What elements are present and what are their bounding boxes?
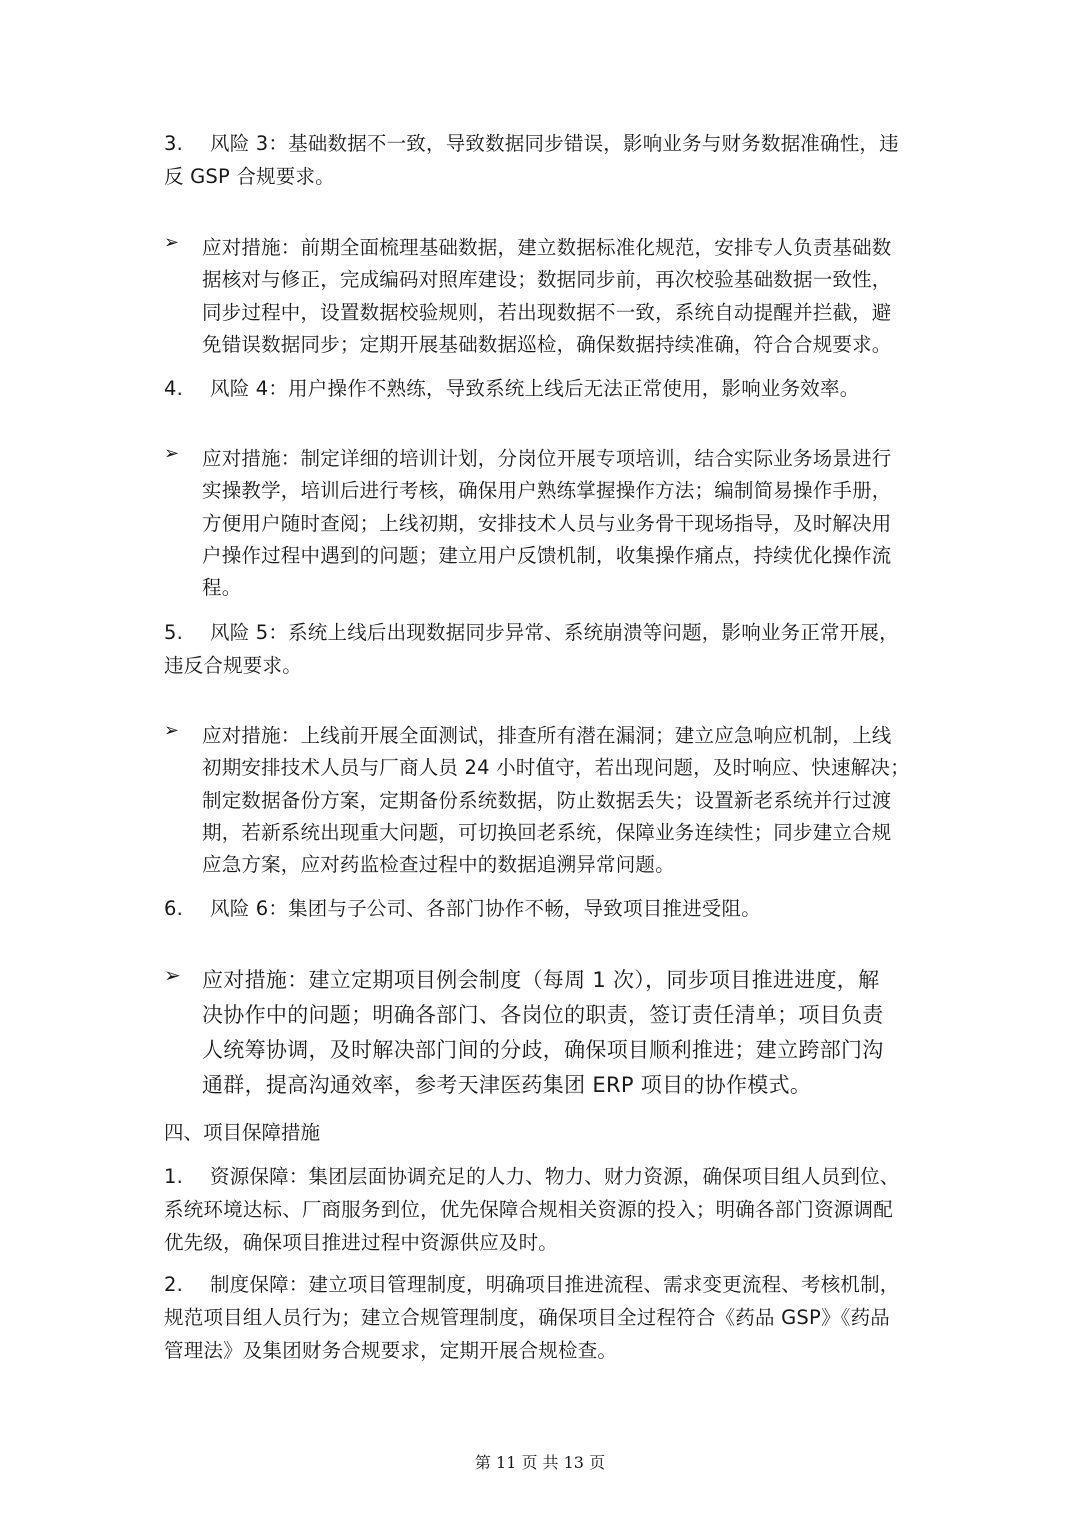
measure-line: 免错误数据同步；定期开展基础数据巡检，确保数据持续准确，符合合规要求。: [202, 332, 892, 356]
measure-line: 据核对与修正，完成编码对照库建设；数据同步前，再次校验基础数据一致性，: [202, 268, 892, 292]
measure-item-6: [164, 963, 909, 1103]
risk-line: 4. 风险 4：用户操作不熟练，导致系统上线后无法正常使用，影响业务效率。: [164, 372, 909, 405]
item-number: 1.: [164, 1165, 184, 1188]
measure-line: 决协作中的问题；明确各部门、各岗位的职责，签订责任清单；项目负责: [202, 1003, 884, 1027]
measure-item-3: [164, 232, 909, 361]
page-footer: 第 11 页 共 13 页: [474, 1453, 606, 1472]
item-number: 3.: [164, 132, 184, 155]
measure-line: 同步过程中，设置数据校验规则，若出现数据不一致，系统自动提醒并拦截，避: [202, 300, 892, 324]
guarantee-item-2: [164, 1268, 909, 1367]
arrow-bullet-icon: ➢: [164, 443, 180, 464]
item-number: 4.: [164, 377, 184, 400]
measure-item-5: [164, 720, 909, 881]
arrow-bullet-icon: ➢: [164, 963, 181, 987]
measure-line: 制定数据备份方案，定期备份系统数据，防止数据丢失；设置新老系统并行过渡: [202, 788, 892, 812]
measure-line: 应对措施：前期全面梳理基础数据，建立数据标准化规范，安排专人负责基础数: [202, 236, 892, 259]
section-heading: 四、项目保障措施: [164, 1121, 321, 1144]
risk-line: 3. 风险 3：基础数据不一致，导致数据同步错误，影响业务与财务数据准确性，违: [164, 127, 909, 160]
arrow-bullet-icon: ➢: [164, 232, 180, 253]
measure-line: 应对措施：上线前开展全面测试，排查所有潜在漏洞；建立应急响应机制，上线: [202, 724, 892, 747]
guarantee-line: 2. 制度保障：建立项目管理制度，明确项目推进流程、需求变更流程、考核机制，: [164, 1268, 909, 1301]
item-number: 5.: [164, 621, 184, 644]
risk-item-6: [164, 892, 909, 925]
risk-line: 6. 风险 6：集团与子公司、各部门协作不畅，导致项目推进受阻。: [164, 892, 909, 925]
measure-line: 初期安排技术人员与厂商人员 24 小时值守，若出现问题，及时响应、快速解决；: [202, 756, 910, 780]
measure-item-4: [164, 443, 909, 604]
guarantee-line: 1. 资源保障：集团层面协调充足的人力、物力、财力资源，确保项目组人员到位、: [164, 1160, 909, 1193]
risk-item-4: [164, 372, 909, 405]
measure-line: 通群，提高沟通效率，参考天津医药集团 ERP 项目的协作模式。: [202, 1073, 812, 1097]
measure-line: 户操作过程中遇到的问题；建立用户反馈机制，收集操作痛点，持续优化操作流: [202, 543, 892, 567]
risk-line: 违反合规要求。: [164, 654, 302, 677]
risk-item-5: [164, 616, 909, 682]
risk-line: 5. 风险 5：系统上线后出现数据同步异常、系统崩溃等问题，影响业务正常开展，: [164, 616, 909, 649]
item-number: 2.: [164, 1273, 184, 1296]
measure-line: 应对措施：制定详细的培训计划，分岗位开展专项培训，结合实际业务场景进行: [202, 447, 892, 470]
guarantee-line: 管理法》及集团财务合规要求，定期开展合规检查。: [164, 1339, 618, 1362]
measure-line: 应急方案，应对药监检查过程中的数据追溯异常问题。: [202, 853, 675, 877]
measure-line: 应对措施：建立定期项目例会制度（每周 1 次），同步项目推进进度，解: [202, 968, 880, 992]
risk-line: 反 GSP 合规要求。: [164, 165, 335, 188]
guarantee-line: 优先级，确保项目推进过程中资源供应及时。: [164, 1231, 559, 1254]
measure-line: 程。: [202, 576, 242, 600]
measure-line: 方便用户随时查阅；上线初期，安排技术人员与业务骨干现场指导，及时解决用: [202, 511, 892, 535]
arrow-bullet-icon: ➢: [164, 720, 180, 741]
item-number: 6.: [164, 897, 184, 920]
risk-item-3: [164, 127, 909, 193]
guarantee-line: 系统环境达标、厂商服务到位，优先保障合规相关资源的投入；明确各部门资源调配: [164, 1198, 893, 1221]
measure-line: 期，若新系统出现重大问题，可切换回老系统，保障业务连续性；同步建立合规: [202, 820, 892, 844]
guarantee-item-1: [164, 1160, 909, 1259]
guarantee-line: 规范项目组人员行为；建立合规管理制度，确保项目全过程符合《药品 GSP》《药品: [164, 1306, 890, 1329]
measure-line: 实操教学，培训后进行考核，确保用户熟练掌握操作方法；编制简易操作手册，: [202, 479, 892, 503]
measure-line: 人统筹协调，及时解决部门间的分歧，确保项目顺利推进；建立跨部门沟: [202, 1038, 884, 1062]
